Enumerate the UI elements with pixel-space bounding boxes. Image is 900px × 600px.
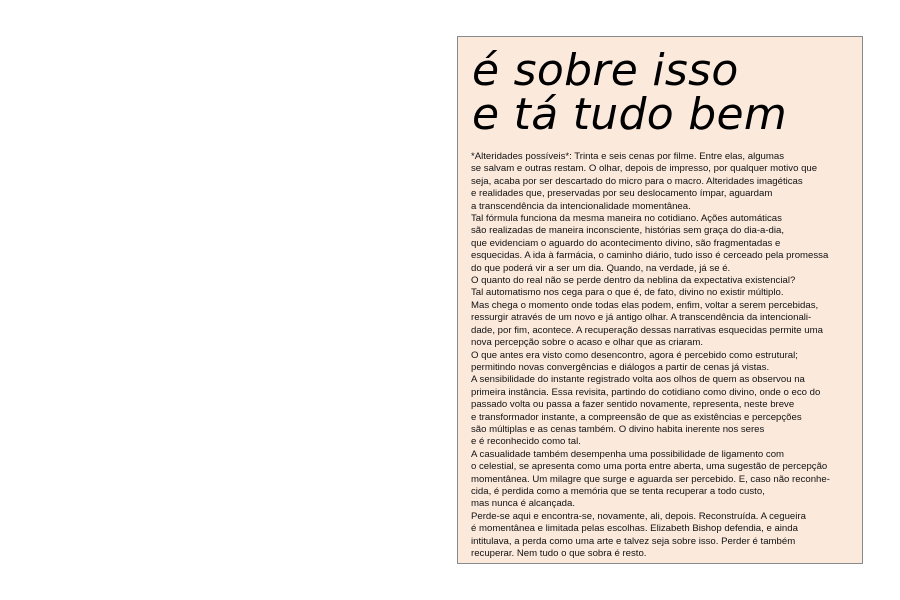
body-line: ressurgir através de um novo e já antigo olhar. A transcendência da intencionali-	[471, 312, 812, 324]
body-line: são múltiplas e as cenas também. O divino habita inerente nos seres	[471, 423, 765, 435]
document-page	[457, 36, 863, 564]
body-line: O quanto do real não se perde dentro da neblina da expectativa existencial?	[471, 275, 796, 287]
body-line: seja, acaba por ser descartado do micro para o macro. Alteridades imagéticas	[471, 175, 803, 187]
body-line: do que poderá vir a ser um dia. Quando, na verdade, já se é.	[471, 262, 731, 274]
body-line: e é reconhecido como tal.	[471, 436, 581, 448]
body-line: primeira instância. Essa revisita, partindo do cotidiano como divino, onde o eco do	[471, 386, 821, 398]
body-line: que evidenciam o aguardo do acontecimento divino, são fragmentadas e	[471, 237, 781, 249]
body-line: Tal automatismo nos cega para o que é, de fato, divino no existir múltiplo.	[471, 287, 784, 299]
body-line: Perde-se aqui e encontra-se, novamente, ali, depois. Reconstruída. A cegueira	[471, 510, 806, 522]
body-line: esquecidas. A ida à farmácia, o caminho diário, tudo isso é cerceado pela promessa	[471, 250, 829, 262]
body-line: recuperar. Nem tudo o que sobra é resto.	[471, 548, 647, 559]
body-line: O que antes era visto como desencontro, agora é percebido como estrutural;	[471, 349, 798, 361]
body-line: passado volta ou passa a fazer sentido novamente, representa, neste breve	[471, 399, 795, 411]
title-line: e tá tudo bem	[472, 89, 787, 140]
body-line: Tal fórmula funciona da mesma maneira no cotidiano. Ações automáticas	[471, 213, 782, 225]
body-line: se salvam e outras restam. O olhar, depois de impresso, por qualquer motivo que	[471, 163, 818, 175]
body-line: nova percepção sobre o acaso e olhar que as criaram.	[471, 337, 703, 349]
body-line: A casualidade também desempenha uma possibilidade de ligamento com	[471, 448, 785, 460]
body-line: e realidades que, preservadas por seu deslocamento ímpar, aguardam	[471, 188, 773, 200]
body-line: momentânea. Um milagre que surge e aguarda ser percebido. E, caso não reconhe-	[471, 473, 830, 485]
title-line: é sobre isso	[472, 45, 739, 96]
body-text	[471, 151, 861, 560]
body-line: e transformador instante, a compreensão de que as existências e percepções	[471, 411, 802, 423]
body-line: intitulava, a perda como uma arte e talvez seja sobre isso. Perder é também	[471, 535, 796, 547]
body-line: são realizadas de maneira inconsciente, histórias sem graça do dia-a-dia,	[471, 225, 785, 237]
body-line: cida, é perdida como a memória que se tenta recuperar a todo custo,	[471, 485, 765, 497]
body-line: Mas chega o momento onde todas elas podem, enfim, voltar a serem percebidas,	[471, 299, 819, 311]
body-line: a transcendência da intencionalidade momentânea.	[471, 200, 691, 212]
body-line: A sensibilidade do instante registrado volta aos olhos de quem as observou na	[471, 374, 805, 386]
body-line: mas nunca é alcançada.	[471, 498, 575, 510]
page-title	[472, 45, 787, 140]
body-line: permitindo novas convergências e diálogos a partir de cenas já vistas.	[471, 361, 770, 373]
body-line: dade, por fim, acontece. A recuperação dessas narrativas esquecidas permite uma	[471, 324, 823, 336]
body-line: é momentânea e limitada pelas escolhas. Elizabeth Bishop defendia, e ainda	[471, 523, 798, 535]
body-line: *Alteridades possíveis*: Trinta e seis cenas por filme. Entre elas, algumas	[471, 151, 785, 162]
body-line: o celestial, se apresenta como uma porta entre aberta, uma sugestão de percepção	[471, 461, 828, 473]
